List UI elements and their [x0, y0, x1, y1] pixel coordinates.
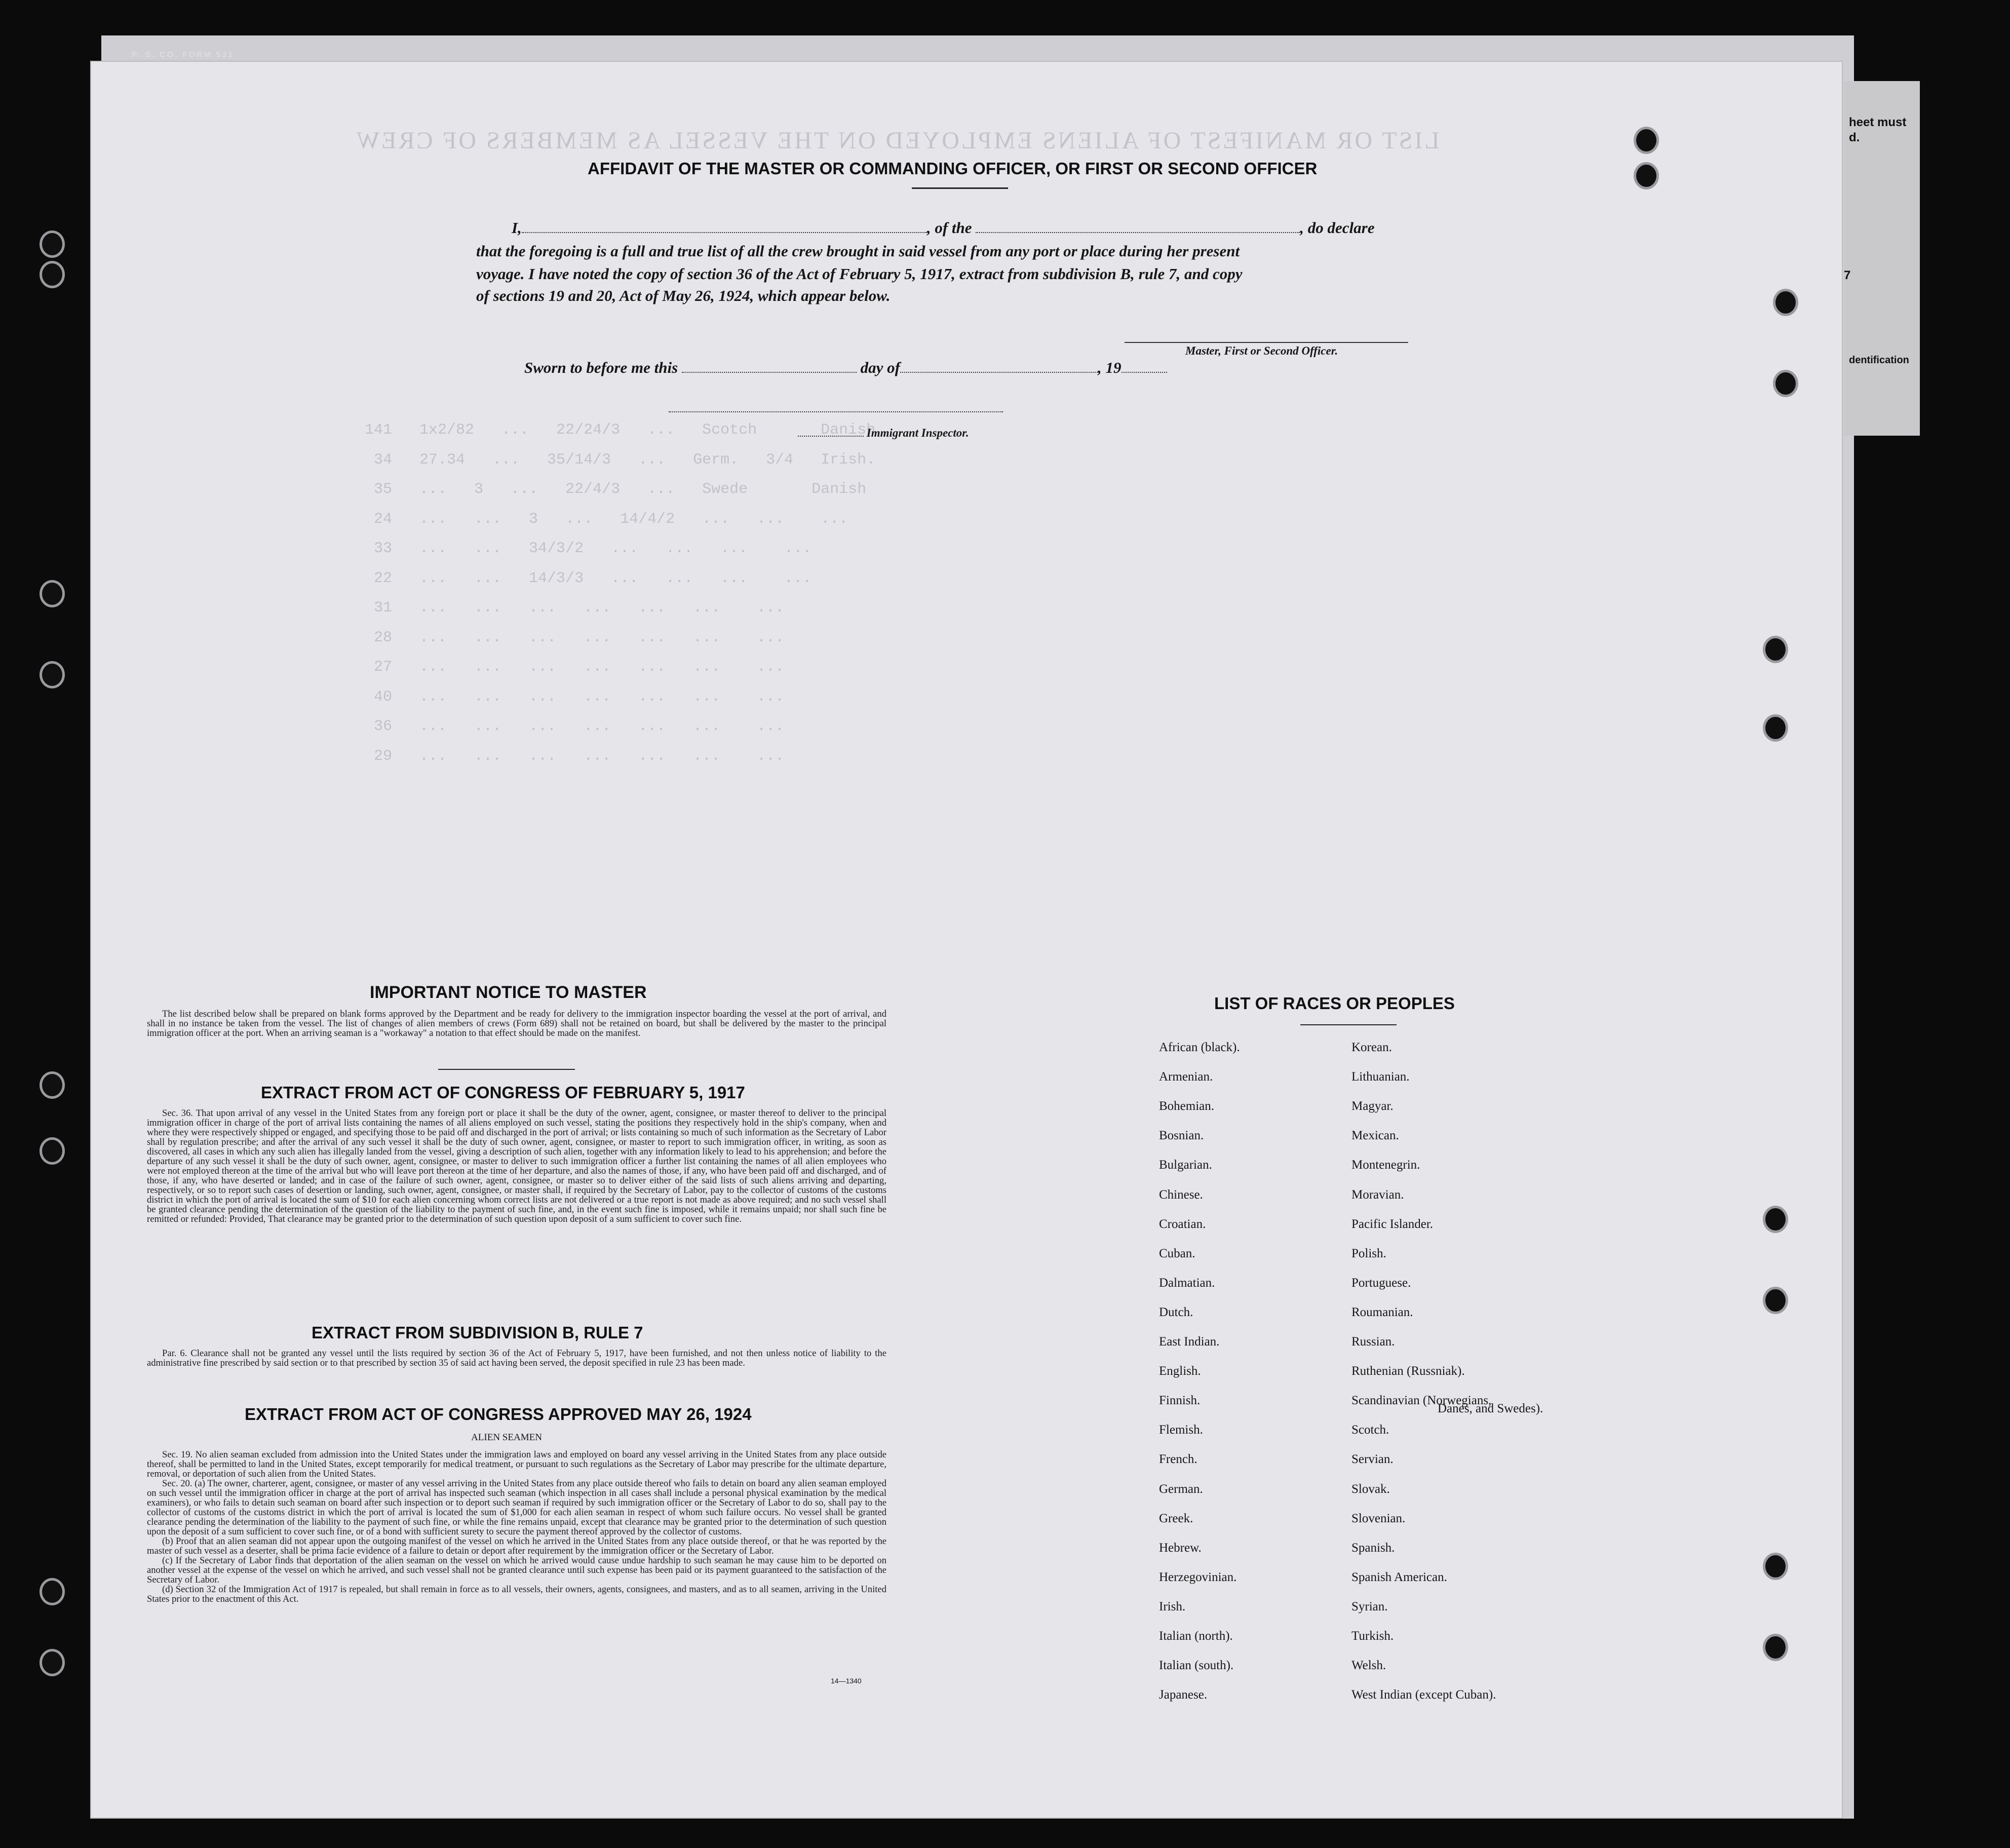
race-item-left: Cuban. [1159, 1246, 1195, 1260]
race-item-right: Spanish. [1351, 1541, 1395, 1555]
rule7-paragraph: Par. 6. Clearance shall not be granted any vessel until the lists required by section 36 of the Act of February 5, 1917, have been furnished, and not then unless notice of liability to the administrative fine prescribed by said section or to that prescribed by section 35 of said act having been served, the deposit specified in rule 23 has been made. [147, 1348, 886, 1368]
race-scandinavian-cont: Danes, and Swedes). [1438, 1402, 1543, 1415]
race-item-left: African (black). [1159, 1041, 1240, 1054]
sec20d-paragraph: (d) Section 32 of the Immigration Act of 1917 is repealed, but shall remain in force as to all vessels, their owners, agents, consignees, and masters, and as to all seamen, arriving in the United States prior to the enactment of this Act. [147, 1584, 886, 1604]
race-item-left: Herzegovinian. [1159, 1570, 1237, 1584]
race-item-right: Magyar. [1351, 1099, 1394, 1113]
inspector-label: Immigrant Inspector. [866, 427, 969, 439]
race-item-left: Greek. [1159, 1511, 1193, 1525]
race-item-right: Polish. [1351, 1246, 1386, 1260]
extract-1917-title: EXTRACT FROM ACT OF CONGRESS OF FEBRUARY 5, 1917 [261, 1083, 745, 1102]
binder-hole [1763, 1206, 1788, 1233]
binder-hole [1773, 289, 1798, 316]
sec20a-paragraph: Sec. 20. (a) The owner, charterer, agent, consignee, or master of any vessel arriving in the United States from any place outside thereof who fails to detain on board any alien seaman employed on such vessel until the immigration officer in charge at the port of arrival has inspected such seaman (which inspection in all cases shall include a personal physical examination by the medical examiners), or who fails to detain such seaman on board after such inspection or to deport such seaman if required by such immigration officer or the Secretary of Labor to do so, shall pay to the collector of customs of the customs district in which the port of arrival is located the sum of $1,000 for each alien seaman in respect of whom such failure occurs. No vessel shall be granted clearance pending the determination of the liability to the payment of such fine, or while the fine remains unpaid, except that clearance may be granted prior to the determination of such question upon the deposit of a sum sufficient to cover such fine, or of a bond with sufficient surety to secure the payment thereof approved by the collector of customs. [147, 1478, 886, 1537]
affidavit-declare: , do declare [1300, 219, 1375, 237]
binder-hole [40, 261, 65, 288]
vessel-name-field[interactable] [976, 232, 1300, 233]
alien-seamen-subtitle: ALIEN SEAMEN [471, 1432, 542, 1443]
races-rule [1300, 1024, 1397, 1025]
binder-hole [1763, 1634, 1788, 1661]
binder-hole [40, 1578, 65, 1605]
binder-hole [1634, 162, 1659, 189]
sec20c-paragraph: (c) If the Secretary of Labor finds that deportation of the alien seaman on the vessel on which he arrived would cause undue hardship to such seaman he may cause him to be deported on another vessel at the expense of the vessel on which he arrived, and such vessel shall not be granted clearance until such expense has been paid or its payment guaranteed to the satisfaction of the Secretary of Labor. [147, 1555, 886, 1585]
binder-hole [40, 1137, 65, 1165]
bleed-through-table: 141 1x2/82 ... 22/24/3 ... Scotch Danish 34 27.34 ... 35/14/3 ... Germ. 3/4 Irish. 35 ... 3 ... 22/4/3 ... Swede Danish 24 ... ... 3 ... 14/4/2 ... ... ... 33 ... ... 34/3/2 ... ... ... ... 22 ... ... 14/3/3 ... ... ... ... 31 ... ... ... ... ... ... ... 28 ... ... ... ... ... ... ... 27 ... ... ... ... ... ... ... 40 ... ... ... ... ... ... ... 36 ... ... ... ... ... ... ... 29 ... ... ... ... ... ... ... [365, 421, 876, 765]
notice-body [147, 1009, 886, 1038]
stub-text-2: d. [1849, 131, 1860, 144]
race-item-left: Bosnian. [1159, 1129, 1204, 1143]
stub-text-4: dentification [1849, 355, 1909, 366]
binder-hole [40, 580, 65, 607]
affidavit-line-4: of sections 19 and 20, Act of May 26, 1924, which appear below. [476, 287, 891, 304]
rule7-title: EXTRACT FROM SUBDIVISION B, RULE 7 [312, 1323, 643, 1342]
race-item-left: English. [1159, 1364, 1201, 1378]
master-signature-line[interactable] [1125, 342, 1408, 343]
race-item-right: Russian. [1351, 1335, 1395, 1349]
inspector-signature-label [798, 427, 969, 440]
binder-hole [1763, 1287, 1788, 1314]
race-item-right: Scandinavian (Norwegians, [1351, 1394, 1492, 1408]
affidavit-of-the: , of the [926, 219, 972, 237]
binder-hole [40, 1649, 65, 1676]
race-item-left: German. [1159, 1482, 1203, 1496]
race-item-right: Slovak. [1351, 1482, 1390, 1496]
master-signature-label: Master, First or Second Officer. [1185, 344, 1338, 357]
race-item-right: Mexican. [1351, 1129, 1399, 1143]
print-code: 14—1340 [831, 1677, 862, 1685]
race-item-right: Ruthenian (Russniak). [1351, 1364, 1465, 1378]
race-item-left: Finnish. [1159, 1394, 1201, 1408]
sec19-paragraph: Sec. 19. No alien seaman excluded from admission into the United States under the immigration laws and employed on board any vessel arriving in the United States from any place outside thereof, shall be permitted to land in the United States, except temporarily for medical treatment, or pursuant to such regulations as the Secretary of Labor may prescribe for the ultimate departure, removal, or deportation of such alien from the United States. [147, 1449, 886, 1479]
notice-paragraph: The list described below shall be prepared on blank forms approved by the Department and be ready for delivery to the immigration inspector boarding the vessel at the port of arrival, and shall in no instance be taken from the vessel. The list of changes of alien members of crews (Form 689) shall not be retained on board, but shall be delivered by the master to the principal immigration officer at the port. When an arriving seaman is a "workaway" a notation to that effect should be made on the manifest. [147, 1009, 886, 1038]
race-item-left: Hebrew. [1159, 1541, 1202, 1555]
extract-1917-body [147, 1108, 886, 1224]
race-item-left: Italian (north). [1159, 1629, 1233, 1643]
race-item-right: Spanish American. [1351, 1570, 1447, 1584]
sec20b-paragraph: (b) Proof that an alien seaman did not appear upon the outgoing manifest of the vessel on which he arrived in the United States from any place outside thereof, or that he was reported by the master of such vessel as a deserter, shall be prima facie evidence of a failure to detain or deport after requirement by the immigration officer or the Secretary of Labor. [147, 1536, 886, 1556]
race-item-right: Slovenian. [1351, 1511, 1406, 1525]
race-item-left: Bulgarian. [1159, 1158, 1212, 1172]
binder-hole [1763, 1553, 1788, 1580]
stub-text-3: 7 [1844, 268, 1851, 282]
affidavit-rule [912, 187, 1008, 189]
race-item-right: Montenegrin. [1351, 1158, 1420, 1172]
race-item-left: Dutch. [1159, 1305, 1193, 1319]
binder-hole [40, 661, 65, 688]
binder-hole [1773, 370, 1798, 397]
sworn-text: Sworn to before me this [524, 359, 678, 376]
race-item-right: Servian. [1351, 1452, 1394, 1467]
race-item-right: Roumanian. [1351, 1305, 1413, 1319]
extract-1924-body [147, 1450, 886, 1604]
binder-hole [1763, 636, 1788, 663]
race-item-right: Korean. [1351, 1041, 1392, 1054]
affidavit-line-1 [512, 219, 1374, 237]
race-item-right: Moravian. [1351, 1187, 1404, 1202]
sworn-month-field[interactable] [900, 372, 1098, 373]
affidavit-i: I, [512, 219, 522, 237]
race-item-left: Chinese. [1159, 1187, 1203, 1202]
stub-text-1: heet must [1849, 115, 1907, 129]
race-item-right: Scotch. [1351, 1423, 1389, 1437]
rule7-body [147, 1349, 886, 1368]
sworn-day-of: day of [860, 359, 900, 376]
extract-1917-paragraph: Sec. 36. That upon arrival of any vessel in the United States from any foreign port or place it shall be the duty of the owner, agent, consignee, or master thereof to deliver to the principal immigration officer in charge of the port of arrival lists containing the names of all aliens employed on such vessel, stating the positions they respectively hold in the ship's company, when and where they were respectively shipped or engaged, and specifying those to be paid off and discharged in the port of arrival; or lists containing so much of such information as the Secretary of Labor shall by regulation prescribe; and after the arrival of any such vessel it shall be the duty of such owner, agent, consignee, or master to report to such immigration officer, in writing, as soon as discovered, all cases in which any such alien has illegally landed from the vessel, giving a description of such alien, together with any information likely to lead to his apprehension; and before the departure of any such vessel it shall be the duty of such owner, agent, consignee, or master to deliver to such immigration officer a further list containing the names of all alien employees who were not employed thereon at the time of the arrival but who will leave port thereon at the time of her departure, and also the names of those, if any, who have been paid off and discharged, and of those, if any, who have deserted or landed; and in case of the failure of such owner, agent, consignee, or master so to deliver either of the said lists of such aliens arriving and departing, respectively, or so to report such cases of desertion or landing, such owner, agent, consignee, or master shall, if required by the Secretary of Labor, pay to the collector of customs of the customs district in which the port of arrival is located the sum of $10 for each alien concerning whom correct lists are not delivered or a true report is not made as above required; and no such vessel shall be granted clearance pending the determination of the question of the liability to the payment of such fine, and, in the event such fine is imposed, while it remains unpaid; nor shall such fine be remitted or refunded: Provided, That clearance may be granted prior to the determination of such question upon deposit of a sum sufficient to cover such fine. [147, 1108, 886, 1224]
race-item-left: Japanese. [1159, 1688, 1208, 1702]
race-item-right: Lithuanian. [1351, 1070, 1410, 1084]
inspector-signature-line[interactable] [669, 411, 1003, 412]
race-item-left: Flemish. [1159, 1423, 1203, 1437]
binder-hole [40, 1071, 65, 1099]
race-item-right: Portuguese. [1351, 1276, 1411, 1290]
sworn-year: , 19 [1098, 359, 1122, 376]
binder-hole [1763, 714, 1788, 742]
affidavit-line-3: voyage. I have noted the copy of section 36 of the Act of February 5, 1917, extract from subdivision B, rule 7, and copy [476, 265, 1243, 283]
race-item-left: East Indian. [1159, 1335, 1220, 1349]
race-item-left: Italian (south). [1159, 1659, 1234, 1673]
binder-hole [1634, 127, 1659, 154]
form-number: P. S. CO. FORM 531 [132, 51, 235, 59]
inspector-dots [798, 436, 864, 437]
race-item-left: Armenian. [1159, 1070, 1213, 1084]
notice-rule [438, 1069, 575, 1070]
affidavit-title: AFFIDAVIT OF THE MASTER OR COMMANDING OFFICER, OR FIRST OR SECOND OFFICER [588, 159, 1318, 178]
race-item-right: Welsh. [1351, 1659, 1386, 1673]
sworn-day-field[interactable] [682, 372, 857, 373]
sworn-line [524, 359, 1167, 377]
affidavit-line-2: that the foregoing is a full and true list of all the crew brought in said vessel from any port or place during her present [476, 242, 1240, 260]
race-item-right: Syrian. [1351, 1599, 1388, 1613]
binder-hole [40, 230, 65, 258]
race-item-left: French. [1159, 1452, 1197, 1467]
master-name-field[interactable] [522, 232, 927, 233]
race-item-left: Irish. [1159, 1599, 1186, 1613]
race-item-right: Pacific Islander. [1351, 1217, 1434, 1231]
races-title: LIST OF RACES OR PEOPLES [1214, 994, 1455, 1013]
sworn-year-field[interactable] [1122, 372, 1167, 373]
race-item-left: Croatian. [1159, 1217, 1206, 1231]
race-item-right: West Indian (except Cuban). [1351, 1688, 1496, 1702]
race-item-left: Bohemian. [1159, 1099, 1215, 1113]
race-item-right: Turkish. [1351, 1629, 1394, 1643]
extract-1924-title: EXTRACT FROM ACT OF CONGRESS APPROVED MAY 26, 1924 [245, 1405, 752, 1423]
notice-title: IMPORTANT NOTICE TO MASTER [370, 983, 647, 1002]
race-item-left: Dalmatian. [1159, 1276, 1215, 1290]
bleed-through-header: LIST OR MANIFEST OF ALIENS EMPLOYED ON THE VESSEL AS MEMBERS OF CREW [355, 127, 1440, 154]
